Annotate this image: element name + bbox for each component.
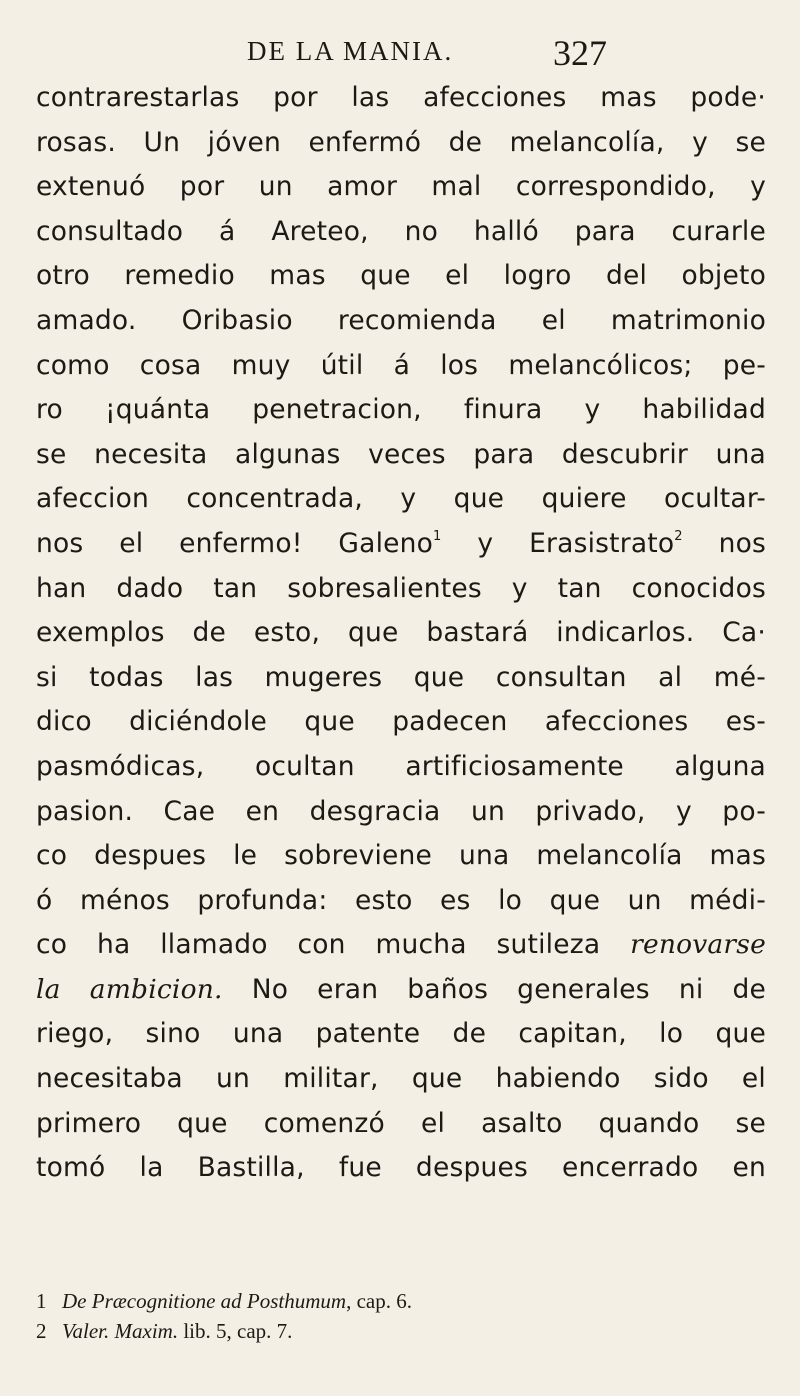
footnote-title: De Præcognitione ad Posthumum — [62, 1289, 347, 1313]
text-line: contrarestarlas por las afecciones mas pode· — [36, 82, 766, 113]
italic-phrase: renovarse — [630, 929, 766, 961]
text-line: pasion. Cae en desgracia un privado, y po- — [36, 795, 766, 827]
footnote — [36, 1286, 736, 1316]
running-title: DE LA MANIA. — [247, 36, 454, 66]
text-line: primero que comenzó el asalto quando se — [36, 1107, 766, 1139]
footnote-marker: 1 — [433, 528, 442, 544]
text-line: se necesita algunas veces para descubrir una — [36, 438, 766, 470]
text-line: exemplos de esto, que bastará indicarlos. Ca· — [36, 617, 766, 649]
text-segment: y Erasistrato — [477, 527, 675, 559]
text-line: pasmódicas, ocultan artificiosamente alguna — [36, 750, 766, 782]
footnote-title: Valer. Maxim. — [62, 1319, 179, 1343]
text-line: afeccion concentrada, y que quiere ocultar- — [36, 483, 766, 515]
footnote-number: 1 — [36, 1289, 47, 1313]
text-line: consultado á Areteo, no halló para curarle — [36, 215, 766, 247]
text-line: co despues le sobreviene una melancolía mas — [36, 840, 766, 872]
footnote-reference: , cap. 6. — [346, 1289, 412, 1313]
text-line: otro remedio mas que el logro del objeto — [36, 260, 766, 292]
footnote-reference: lib. 5, cap. 7. — [178, 1319, 293, 1343]
footnotes — [36, 1286, 736, 1346]
text-segment: No eran baños generales ni de — [251, 973, 766, 1005]
text-line: han dado tan sobresalientes y tan conocidos — [36, 572, 766, 604]
italic-phrase: la ambicion. — [36, 973, 223, 1005]
text-line: dico diciéndole que padecen afecciones es- — [36, 706, 766, 738]
text-line: amado. Oribasio recomienda el matrimonio — [36, 304, 766, 336]
footnote-number: 2 — [36, 1319, 47, 1343]
text-line-with-italic — [36, 923, 766, 968]
text-line: tomó la Bastilla, fue despues encerrado en — [36, 1152, 766, 1184]
text-line-with-italic — [36, 968, 766, 1013]
text-line: extenuó por un amor mal correspondido, y — [36, 171, 766, 203]
text-line: rosas. Un jóven enfermó de melancolía, y se — [36, 126, 766, 158]
text-line: como cosa muy útil á los melancólicos; pe- — [36, 349, 766, 381]
body-text — [36, 76, 766, 1191]
text-segment: nos el enfermo! Galeno — [36, 527, 434, 559]
text-line: necesitaba un militar, que habiendo sido el — [36, 1063, 766, 1095]
text-line-with-footnotes — [36, 522, 766, 567]
text-line: riego, sino una patente de capitan, lo que — [36, 1018, 766, 1050]
footnote — [36, 1316, 736, 1346]
page-header — [36, 34, 756, 74]
page-number: 327 — [553, 33, 607, 73]
footnote-marker: 2 — [674, 528, 683, 544]
text-line: si todas las mugeres que consultan al mé- — [36, 661, 766, 693]
text-line: ó ménos profunda: esto es lo que un médi- — [36, 884, 766, 916]
text-segment: nos — [718, 527, 767, 559]
text-line: ro ¡quánta penetracion, finura y habilidad — [36, 394, 766, 426]
text-segment: co ha llamado con mucha sutileza — [36, 929, 601, 961]
